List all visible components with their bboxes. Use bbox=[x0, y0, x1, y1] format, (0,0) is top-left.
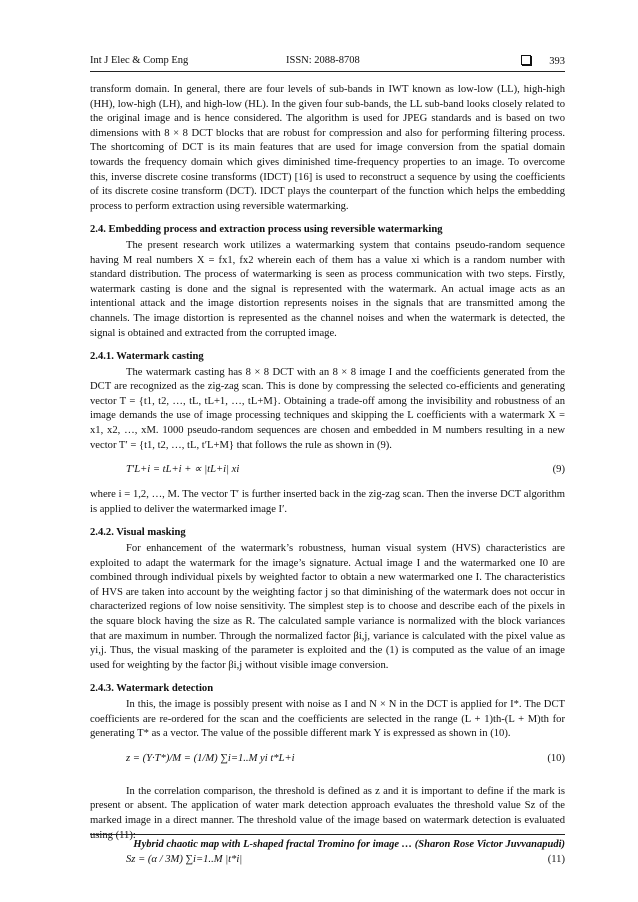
paragraph-2-4-1-b: where i = 1,2, …, M. The vector T′ is further inserted back in the zig-zag scan. Then the inverse DCT algorithm is applied to deliver the watermarked image I′. bbox=[90, 489, 565, 515]
equation-10-body: z = (Y·T*)/M = (1/M) ∑i=1..M yi t*L+i bbox=[126, 752, 295, 764]
equation-9 bbox=[90, 460, 565, 482]
journal-name: Int J Elec & Comp Eng bbox=[90, 55, 189, 66]
paragraph-2-4-2: For enhancement of the watermark’s robustness, human visual system (HVS) characteristics are exploited to adapt the watermark for the image’s signature. Actual image I and the watermarked one I0 are combined through individual pixels by weighted factor to obtain a new watermarked one I. The characteristics of HVS are taken into account by the weighting factor j so that diminishing of the watermark does not occur in characterized regions of low noise sensitivity. The simplest step is to choose and describe each of the pixels in the square block having the size as R. The calculated sample variance is normalized with the block variances that are maximum in number. Through the normalized factor βi,j, variance is calculated with the pixel value as yi,j. Thus, the visual masking of the parameter is exploited and the (1) is computed as the value of an image used for weighting by the factor βi,j without visible image conversion. bbox=[90, 543, 565, 671]
equation-11-body: Sz = (α / 3M) ∑i=1..M |t*i| bbox=[126, 854, 243, 866]
running-footer: Hybrid chaotic map with L-shaped fractal Tromino for image … (Sharon Rose Victor Juvvanapudi) bbox=[90, 834, 565, 850]
equation-9-number: (9) bbox=[552, 464, 565, 476]
equation-10-number: (10) bbox=[547, 752, 565, 764]
equation-10 bbox=[90, 749, 565, 779]
issn: ISSN: 2088-8708 bbox=[286, 55, 360, 66]
equation-9-body: T′L+i = tL+i + ∝ |tL+i| xi bbox=[126, 464, 240, 476]
paragraph-2-4-3: In this, the image is possibly present with noise as I and N × N in the DCT is applied for I*. The DCT coefficients are re-ordered for the scan and the coefficients are selected in the range (L + 1)th-(L + M)th for generating T* as a vector. The value of the possible different mark Y is expressed as shown in (10). bbox=[90, 698, 565, 740]
section-2-4-1-heading: 2.4.1. Watermark casting bbox=[90, 351, 204, 363]
equation-11-number: (11) bbox=[547, 854, 565, 866]
equation-11 bbox=[90, 850, 565, 880]
checkbox-square-icon bbox=[521, 55, 531, 65]
page-number: 393 bbox=[549, 56, 565, 67]
paragraph-2-4-3-b: In the correlation comparison, the threshold is defined as z and it is important to define if the mark is present or absent. The application of water mark detection approach evaluates the threshold value Sz of the marked image in a direct manner. The threshold value of the image based on watermark detection is evaluated using (11): bbox=[90, 785, 565, 841]
page-number-group bbox=[521, 55, 565, 67]
running-header bbox=[90, 55, 565, 72]
paragraph-2-4-1: The watermark casting has 8 × 8 DCT with an 8 × 8 image I and the coefficients generated from the DCT are recognized as the zig-zag scan. This is done by compressing the selected co-efficients and generating vector T = {t1, t2, …, tL, tL+1, …, tL+M}. Obtaining a trade-off among the invisibility and robustness of an image demands the use of image processing techniques and skipping the L coefficients with a watermark X = x1, x2, …, xM. 1000 pseudo-random sequences are chosen and embedded in M numbers resulting in a new vector T′ = {t1, t2, …, tL, t′L+M} that follows the rule as shown in (9). bbox=[90, 366, 565, 451]
paragraph-2-4: The present research work utilizes a watermarking system that contains pseudo-random sequence having M real numbers X = fx1, fx2 wherein each of them has a value xi which is a random number with standard distribution. The process of watermarking is seen as process communication with two steps. Firstly, watermark casting is done and the signal is represented with the watermark. An actual image acts as an intentional attack and the image distortion represents noises in the signals that are transmitted among the channels. The image distortion is represented as the channel noises and when the watermark is detected, the signal is obtained and extracted from the corrupted image. bbox=[90, 239, 565, 339]
section-2-4-heading: 2.4. Embedding process and extraction process using reversible watermarking bbox=[90, 224, 443, 236]
body-text bbox=[90, 83, 565, 886]
paragraph-1: transform domain. In general, there are four levels of sub-bands in IWT known as low-low (LL), high-high (HH), low-high (LH), and high-low (HL). In the given four sub-bands, the LL sub-band looks closely related to the original image and is hence considered. The algorithm is used for JPEG standards and is based on two dimensions with 8 × 8 DCT blocks that are robust for compression and also for performing filtering process. The shortcoming of DCT is its main features that are used for image conversion from the spatial domain towards the frequency domain which gives diminished time-frequency properties to an image. To overcome this, inverse discrete cosine transforms (IDCT) [16] is used to reconstruct a sequence by using the coefficients of its discrete cosine transform (DCT). IDCT plays the counterpart of the function which helps the embedding process to perform extraction using reversible watermarking. bbox=[90, 84, 565, 212]
section-2-4-3-heading: 2.4.3. Watermark detection bbox=[90, 683, 214, 695]
section-2-4-2-heading: 2.4.2. Visual masking bbox=[90, 527, 186, 539]
